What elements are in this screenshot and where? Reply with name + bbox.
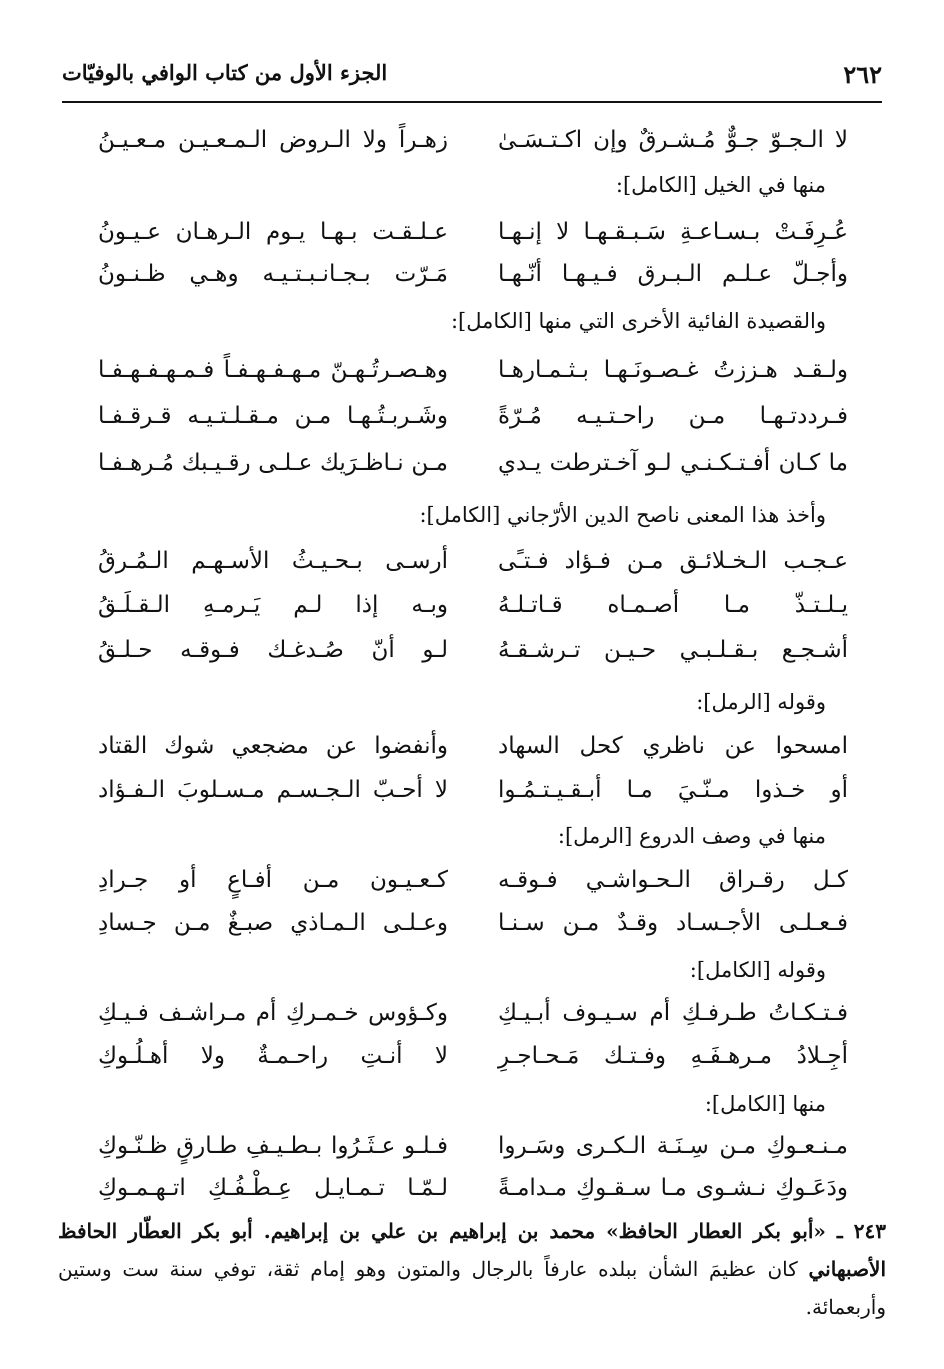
verse-line: [58, 350, 848, 390]
section-intro: منها في وصف الدروع [الرمل]:: [557, 824, 826, 848]
second-hemistich: عـلـقـت بـهـا يـوم الـرهـان عـيـونُ: [98, 219, 448, 245]
second-hemistich: فـلـو عـثَـرُوا بـطـيـفِ طـارقٍ ظـنّـوكِ: [98, 1133, 448, 1159]
section-intro: وقوله [الرمل]:: [696, 690, 826, 714]
second-hemistich: وأنفضوا عن مضجعي شوك القتاد: [98, 733, 448, 759]
first-hemistich: فـرددتـهـا مـن راحـتـيـه مُـرّةً: [498, 403, 848, 429]
verse-line: [58, 585, 848, 625]
second-hemistich: وعـلـى الـمـاذي صبـغٌ مـن جـسادِ: [98, 910, 448, 936]
verse-line: [58, 860, 848, 900]
verse-line: [58, 903, 848, 943]
first-hemistich: فـتـكـاتُ طـرفـكِ أم سـيـوف أبـيـكِ: [498, 1000, 848, 1026]
verse-line: [58, 1036, 848, 1076]
header-rule: [62, 101, 882, 103]
first-hemistich: ولـقـد هـززتُ غـصـونَـهـا بـثـمـارهـا: [498, 357, 848, 383]
second-hemistich: وشَـربـتُـهـا مـن مـقـلـتـيـه قـرقـفـا: [98, 403, 448, 429]
first-hemistich: عُـرِفَـتْ بـسـاعـةِ سَـبـقـهـا لا إنـهـا: [498, 219, 848, 245]
verse-line: [58, 770, 848, 810]
second-hemistich: وهـصـرتُـهـنّ مـهـفـهـفـاً فـمـهـفـهـفـا: [98, 357, 448, 383]
verse-line: [58, 1168, 848, 1208]
biography-entry: [58, 1212, 886, 1326]
second-hemistich: لـمّـا تـمـايـل عِـطْـفُـكِ اتـهـمـوكِ: [98, 1175, 448, 1201]
second-hemistich: لـو أنّ صُـدغـك فـوقـه حـلـقُ: [98, 637, 448, 663]
second-hemistich: أرسـى بـحـيـثُ الأسـهـم الـمُـرقُ: [98, 548, 448, 574]
first-hemistich: فـعـلـى الأجـسـاد وقـدٌ مـن سـنـا: [498, 910, 848, 936]
first-hemistich: امسحوا عن ناظري كحل السهاد: [498, 733, 848, 759]
page-header: [62, 60, 882, 94]
second-hemistich: وبـه إذا لـم يَـرمـهِ الـقـلَـقُ: [98, 592, 448, 618]
second-hemistich: مـن نـاظـرَيك عـلـى رقـيـبك مُـرهـفـا: [98, 450, 448, 476]
section-intro: والقصيدة الفائية الأخرى التي منها [الكامل]:: [450, 309, 826, 333]
section-intro: منها في الخيل [الكامل]:: [615, 173, 826, 197]
first-hemistich: أشـجـع بـقـلـبـي حـيـن تـرشـقـهُ: [498, 637, 848, 663]
first-hemistich: لا الـجـوّ جـوٌّ مُـشـرقٌ وإن اكـتـسَـىٰ: [498, 127, 848, 153]
section-intro: منها [الكامل]:: [704, 1092, 826, 1116]
second-hemistich: لا أحـبّ الـجـسـم مـسـلوبَ الـفـؤاد: [98, 777, 448, 803]
verse-line: [58, 541, 848, 581]
first-hemistich: يـلـتـذّ مـا أصـمـاه قـاتـلـهُ: [498, 592, 848, 618]
verse-line: [58, 396, 848, 436]
section-intro: وأخذ هذا المعنى ناصح الدين الأرّجاني [الكامل]:: [419, 503, 826, 527]
section-intro: وقوله [الكامل]:: [689, 958, 826, 982]
running-title: الجزء الأول من كتاب الوافي بالوفيّات: [62, 60, 388, 85]
verse-line: [58, 254, 848, 294]
verse-line: [58, 1126, 848, 1166]
first-hemistich: وأجـلّ عـلـم الـبـرق فـيـهـا أنّـهـا: [498, 261, 848, 287]
verse-line: [58, 120, 848, 160]
first-hemistich: عـجـب الـخـلائـق مـن فـؤاد فـتـًى: [498, 548, 848, 574]
second-hemistich: لا أنـتِ راحـمـةٌ ولا أهـلُـوكِ: [98, 1043, 448, 1069]
first-hemistich: أو خـذوا مـنّـيَ مـا أبـقـيـتـمُـوا: [498, 777, 848, 803]
entry-heading: ٢٤٣ ـ «أبو بكر العطار الحافظ» محمد بن إبراهيم بن علي بن إبراهيم. أبو بكر العطّار الحافظ الأصبهاني: [58, 1219, 887, 1281]
second-hemistich: كـعـيـون مـن أفـاعٍ أو جـرادِ: [98, 867, 448, 893]
verse-line: [58, 630, 848, 670]
second-hemistich: وكـؤوس خـمـركِ أم مـراشـف فـيـكِ: [98, 1000, 448, 1026]
verse-line: [58, 993, 848, 1033]
page-number: ٢٦٢: [843, 60, 882, 89]
first-hemistich: ودَعَـوكِ نـشـوى مـا سـقـوكِ مـدامـةً: [498, 1175, 848, 1201]
first-hemistich: أجِـلادُ مـرهـفَـهِ وفـتـك مَـحـاجـرِ: [498, 1043, 848, 1069]
verse-line: [58, 726, 848, 766]
second-hemistich: زهـراً ولا الـروض الـمـعـيـن مـعـيـنُ: [98, 127, 448, 153]
entry-text: كان عظيمَ الشأن ببلده عارفاً بالرجال والمتون وهو إمام ثقة، توفي سنة ست وستين وأربعمائة.: [58, 1257, 886, 1319]
verse-line: [58, 212, 848, 252]
first-hemistich: ما كـان أفـتـكـنـي لـو آخـترطت يـدي: [498, 450, 848, 476]
first-hemistich: مـنـعـوكِ مـن سِـنَـة الـكـرى وسَـروا: [498, 1133, 848, 1159]
second-hemistich: مَـرّت بـجـانـبـتـيـه وهـي ظـنـونُ: [98, 261, 448, 287]
verse-line: [58, 443, 848, 483]
first-hemistich: كـل رقـراق الـحـواشـي فـوقـه: [498, 867, 848, 893]
